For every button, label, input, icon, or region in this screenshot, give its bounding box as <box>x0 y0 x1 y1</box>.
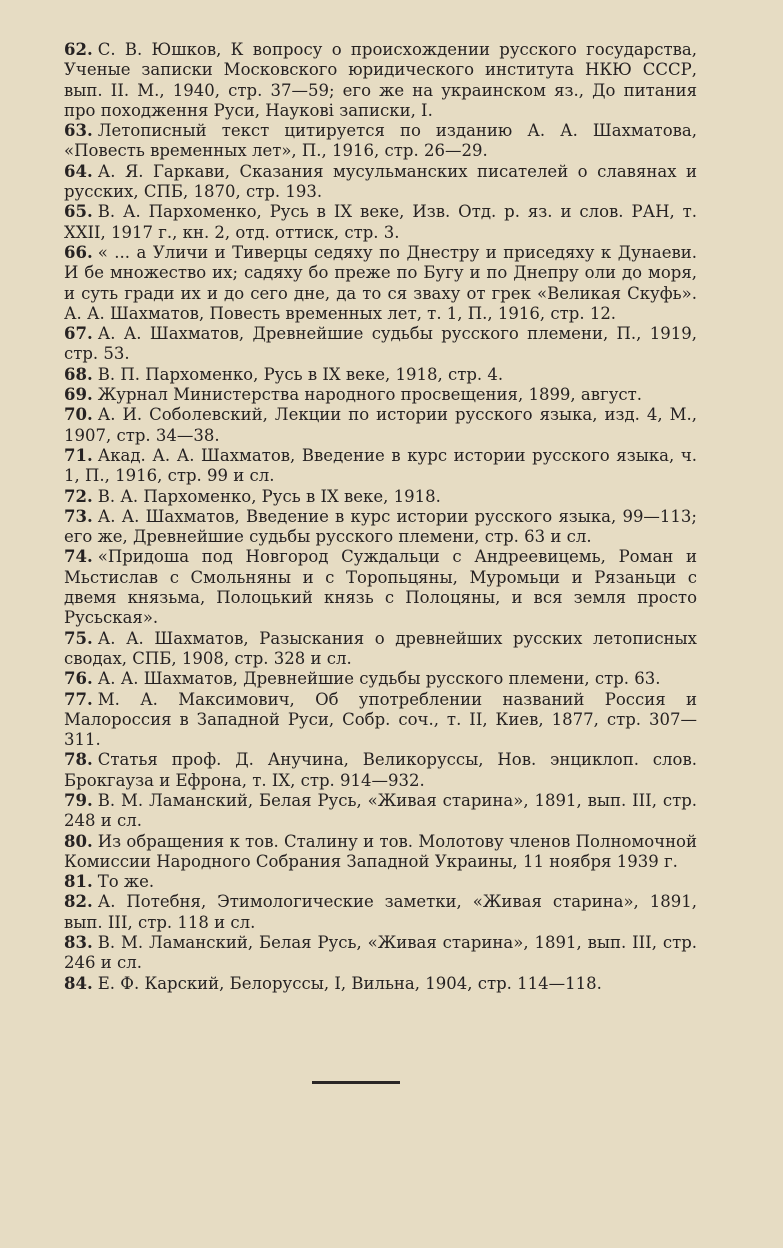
footnote-number: 66. <box>64 242 93 262</box>
footnote-text: А. А. Шахматов, Введение в курс истории русского языка, 99—113; его же, Древнейшие судьбы русского племени, стр. 63 и сл. <box>64 506 697 547</box>
footnote-number: 63. <box>64 121 93 141</box>
footnote-text: А. И. Соболевский, Лекции по истории русского языка, изд. 4, М., 1907, стр. 34—38. <box>64 405 697 445</box>
footnotes-list <box>64 40 697 994</box>
footnote-number: 77. <box>64 689 93 709</box>
footnote-number: 65. <box>64 202 93 222</box>
footnote-text: « ... а Уличи и Тиверцы седяху по Днестру и приседяху к Дунаеви. И бе множество их; садяху бо преже по Бугу и по Днепру оли до моря, и суть гради их и до сего дне, да то ся зваху от грек «Великая Скуфь». А. А. Шахматов, Повесть временных лет, т. 1, П., 1916, стр. 12. <box>64 242 697 323</box>
footnote-number: 72. <box>64 486 93 506</box>
footnote-item <box>64 974 697 994</box>
footnote-item <box>64 832 697 873</box>
footnote-text: Е. Ф. Карский, Белоруссы, I, Вильна, 1904, стр. 114—118. <box>97 973 602 993</box>
footnote-text: М. А. Максимович, Об употреблении названий Россия и Малороссия в Западной Руси, Собр. соч., т. II, Киев, 1877, стр. 307—311. <box>64 689 697 750</box>
footnote-item <box>64 324 697 365</box>
footnote-item <box>64 446 697 487</box>
footnote-text: В. А. Пархоменко, Русь в IX веке, Изв. Отд. р. яз. и слов. РАН, т. XXII, 1917 г., кн. 2, отд. оттиск, стр. 3. <box>64 202 697 242</box>
footnote-item <box>64 487 697 507</box>
footnote-item <box>64 405 697 446</box>
footnote-item <box>64 507 697 548</box>
footnote-number: 73. <box>64 506 93 526</box>
footnote-number: 67. <box>64 324 93 344</box>
footnote-text: А. Я. Гаркави, Сказания мусульманских писателей о славянах и русских, СПБ, 1870, стр. 193. <box>64 161 697 202</box>
footnote-number: 74. <box>64 547 93 567</box>
footnote-number: 62. <box>64 40 93 59</box>
footnote-item <box>64 933 697 974</box>
footnote-number: 69. <box>64 385 93 405</box>
footnote-text: Из обращения к тов. Сталину и тов. Молотову членов Полномочной Комиссии Народного Собрания Западной Украины, 11 ноября 1939 г. <box>64 831 697 871</box>
footnote-number: 68. <box>64 364 93 384</box>
closing-rule <box>312 1081 400 1084</box>
footnote-item <box>64 750 697 791</box>
footnote-text: А. А. Шахматов, Древнейшие судьбы русского племени, П., 1919, стр. 53. <box>64 324 697 364</box>
footnote-text: А. Потебня, Этимологические заметки, «Живая старина», 1891, вып. III, стр. 118 и сл. <box>64 892 697 932</box>
footnote-number: 64. <box>64 161 93 181</box>
footnote-text: В. А. Пархоменко, Русь в IX веке, 1918. <box>97 486 441 506</box>
footnote-text: То же. <box>97 872 155 892</box>
footnote-item <box>64 121 697 162</box>
footnote-text: С. В. Юшков, К вопросу о происхождении русского государства, Ученые записки Московского юридического института НКЮ СССР, вып. II. М., 1940, стр. 37—59; его же на украинском яз., До питания про походження Руси, Науковi записки, I. <box>64 40 697 120</box>
footnote-number: 70. <box>64 405 93 425</box>
footnote-text: «Придоша под Новгород Суждальци с Андреевицемь, Роман и Мьстислав с Смольняны и с Торопьцяны, Муромьци и Рязаньци с двемя князьма, Полоцький князь с Полоцяны, и вся земля просто Русьская». <box>64 547 697 628</box>
footnote-item <box>64 690 697 751</box>
footnote-item <box>64 629 697 670</box>
footnote-item <box>64 202 697 243</box>
footnote-number: 75. <box>64 628 93 648</box>
footnote-item <box>64 365 697 385</box>
footnote-number: 82. <box>64 892 93 912</box>
footnote-item <box>64 547 697 628</box>
footnote-number: 76. <box>64 669 93 689</box>
footnote-text: В. М. Ламанский, Белая Русь, «Живая старина», 1891, вып. III, стр. 246 и сл. <box>64 933 697 973</box>
footnote-text: В. М. Ламанский, Белая Русь, «Живая старина», 1891, вып. III, стр. 248 и сл. <box>64 790 697 831</box>
footnote-number: 80. <box>64 831 93 851</box>
footnote-number: 84. <box>64 973 93 993</box>
footnote-item <box>64 385 697 405</box>
footnote-text: Журнал Министерства народного просвещения, 1899, август. <box>97 385 643 405</box>
footnote-number: 79. <box>64 790 93 810</box>
footnote-text: А. А. Шахматов, Разыскания о древнейших русских летописных сводах, СПБ, 1908, стр. 328 и сл. <box>64 628 697 668</box>
footnote-text: Статья проф. Д. Анучина, Великоруссы, Нов. энциклоп. слов. Брокгауза и Ефрона, т. IX, стр. 914—932. <box>64 750 697 790</box>
footnote-item <box>64 791 697 832</box>
footnote-number: 83. <box>64 933 93 953</box>
footnote-item <box>64 243 697 324</box>
footnote-text: Акад. А. А. Шахматов, Введение в курс истории русского языка, ч. 1, П., 1916, стр. 99 и сл. <box>64 445 697 486</box>
footnote-item <box>64 40 697 121</box>
footnote-text: Летописный текст цитируется по изданию А. А. Шахматова, «Повесть временных лет», П., 1916, стр. 26—29. <box>64 121 697 161</box>
footnote-item <box>64 669 697 689</box>
footnote-item <box>64 162 697 203</box>
footnote-item <box>64 872 697 892</box>
footnote-text: А. А. Шахматов, Древнейшие судьбы русского племени, стр. 63. <box>97 669 661 689</box>
footnote-number: 78. <box>64 750 93 770</box>
footnote-number: 71. <box>64 445 93 465</box>
footnote-number: 81. <box>64 872 93 892</box>
footnote-text: В. П. Пархоменко, Русь в IX веке, 1918, стр. 4. <box>97 364 504 384</box>
footnote-item <box>64 892 697 933</box>
